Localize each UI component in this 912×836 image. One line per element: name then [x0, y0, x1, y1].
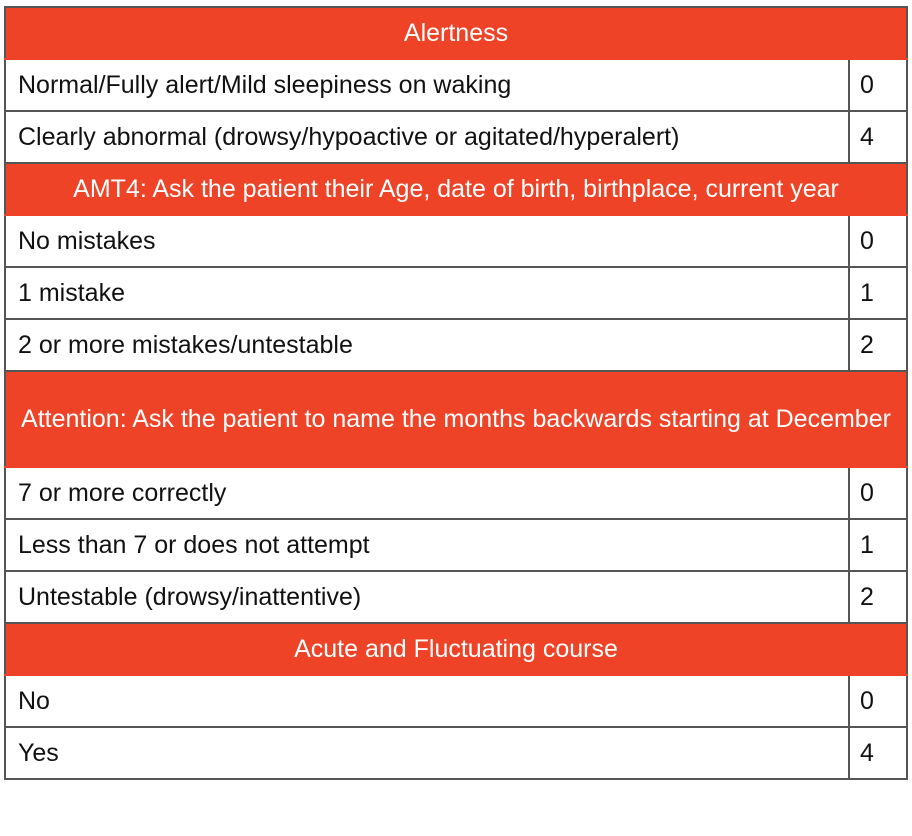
- assessment-table-container: [4, 6, 906, 780]
- row-score: 4: [849, 727, 907, 779]
- table-row: [5, 111, 907, 163]
- section-header-amt4: [5, 163, 907, 215]
- row-label: Yes: [5, 727, 849, 779]
- row-label: 2 or more mistakes/untestable: [5, 319, 849, 371]
- table-row: [5, 727, 907, 779]
- row-label: No mistakes: [5, 215, 849, 267]
- row-label: 1 mistake: [5, 267, 849, 319]
- row-score: 0: [849, 215, 907, 267]
- table-row: [5, 571, 907, 623]
- assessment-score-table: [4, 6, 908, 780]
- row-score: 4: [849, 111, 907, 163]
- table-row: [5, 59, 907, 111]
- row-score: 0: [849, 59, 907, 111]
- section-header-acute-fluctuating: [5, 623, 907, 675]
- table-row: [5, 319, 907, 371]
- table-row: [5, 467, 907, 519]
- section-header-attention: [5, 371, 907, 467]
- row-label: 7 or more correctly: [5, 467, 849, 519]
- section-title: Attention: Ask the patient to name the months backwards starting at December: [5, 371, 907, 467]
- table-row: [5, 675, 907, 727]
- row-score: 2: [849, 571, 907, 623]
- row-score: 1: [849, 519, 907, 571]
- section-title: Acute and Fluctuating course: [5, 623, 907, 675]
- row-label: Clearly abnormal (drowsy/hypoactive or agitated/hyperalert): [5, 111, 849, 163]
- row-label: Less than 7 or does not attempt: [5, 519, 849, 571]
- row-label: Untestable (drowsy/inattentive): [5, 571, 849, 623]
- row-label: No: [5, 675, 849, 727]
- table-row: [5, 267, 907, 319]
- row-score: 0: [849, 675, 907, 727]
- row-label: Normal/Fully alert/Mild sleepiness on waking: [5, 59, 849, 111]
- row-score: 2: [849, 319, 907, 371]
- section-title: Alertness: [5, 7, 907, 59]
- row-score: 1: [849, 267, 907, 319]
- section-header-alertness: [5, 7, 907, 59]
- section-title: AMT4: Ask the patient their Age, date of birth, birthplace, current year: [5, 163, 907, 215]
- table-row: [5, 519, 907, 571]
- table-row: [5, 215, 907, 267]
- row-score: 0: [849, 467, 907, 519]
